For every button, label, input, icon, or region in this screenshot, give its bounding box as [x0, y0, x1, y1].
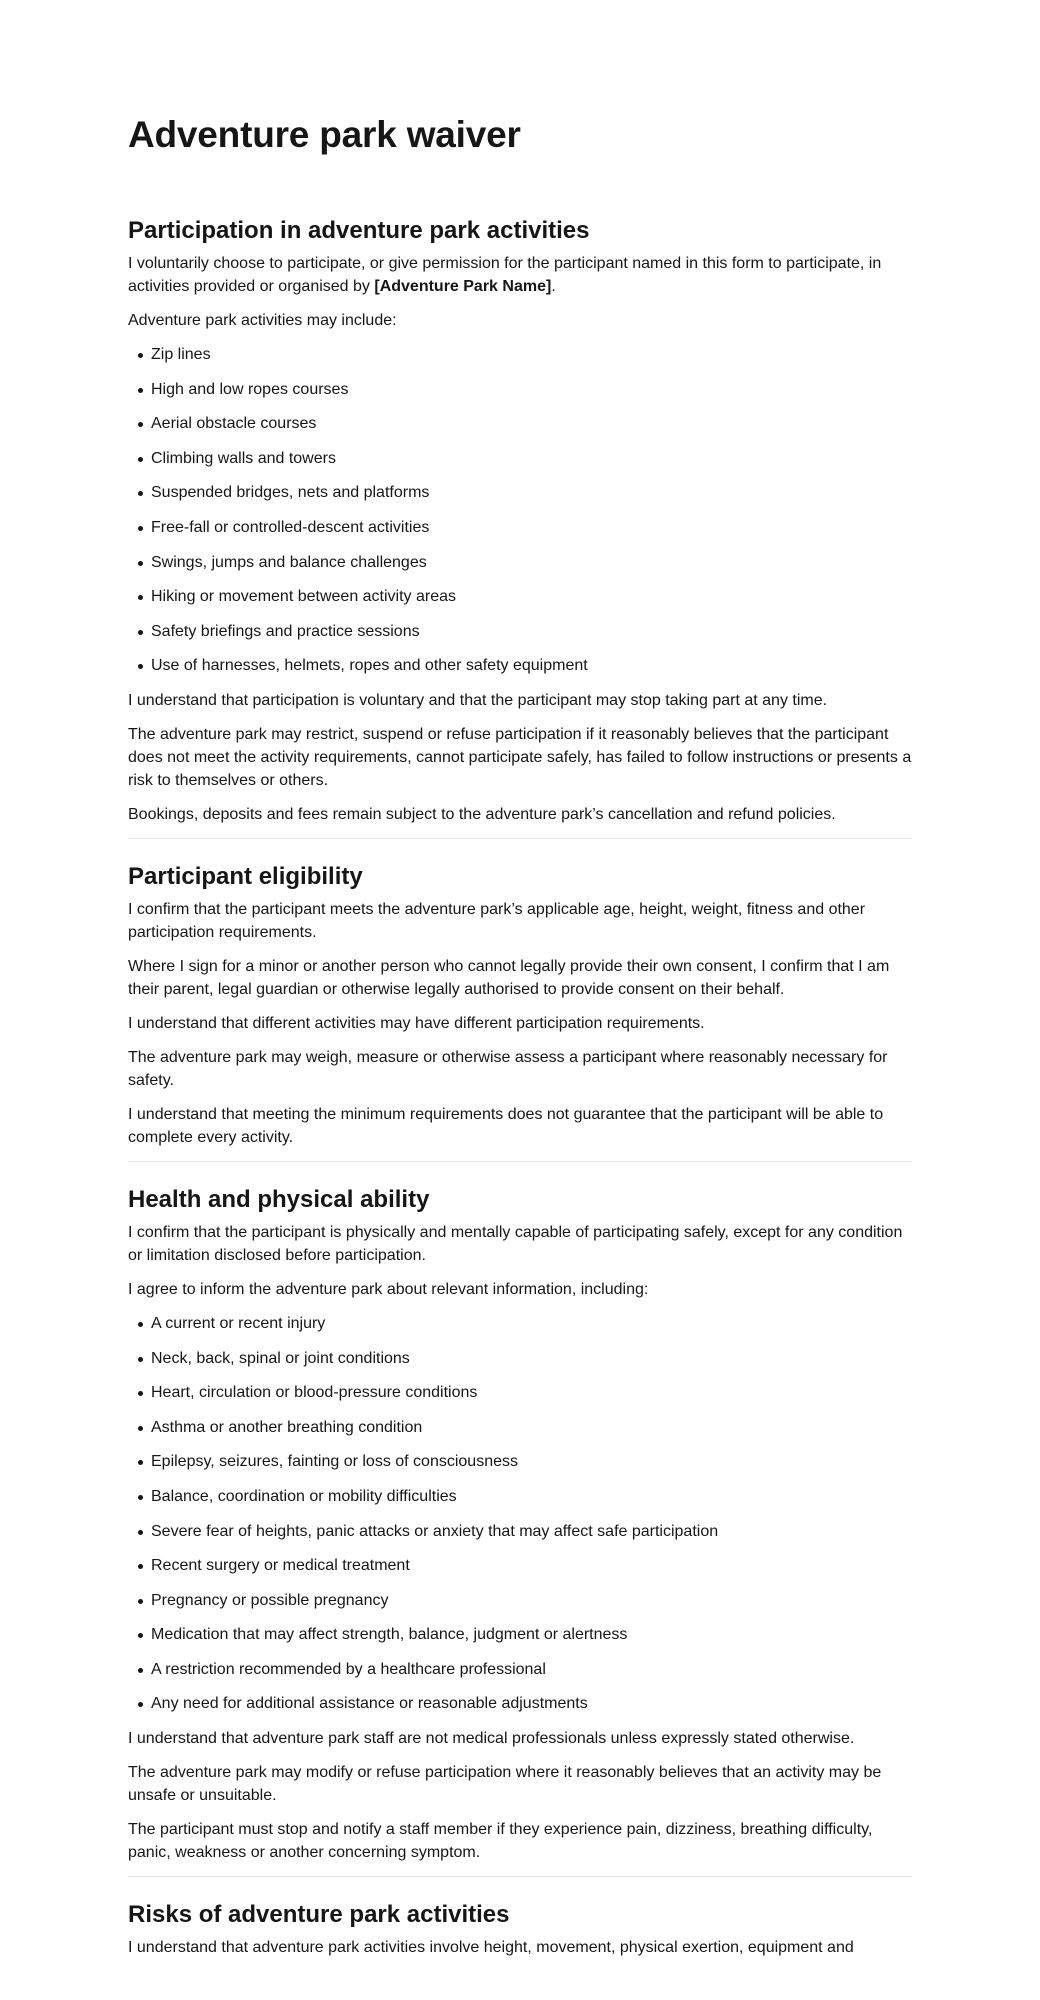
section-eligibility: [128, 862, 912, 1149]
section-paragraph: I understand that adventure park activities involve height, movement, physical exertion, equipment and: [128, 1939, 854, 1957]
list-item: Zip lines: [128, 343, 912, 366]
section-paragraph: I understand that adventure park staff are not medical professionals unless expressly stated otherwise.: [128, 1730, 855, 1748]
section-divider: [128, 838, 912, 839]
list-item: Recent surgery or medical treatment: [128, 1554, 912, 1577]
section-paragraph: I understand that different activities may have different participation requirements.: [128, 1014, 705, 1032]
section-divider: [128, 1161, 912, 1162]
list-intro: Adventure park activities may include:: [128, 312, 397, 329]
list-item: Pregnancy or possible pregnancy: [128, 1589, 912, 1612]
list-item: Heart, circulation or blood-pressure conditions: [128, 1381, 912, 1404]
list-item: Balance, coordination or mobility difficulties: [128, 1485, 912, 1508]
paragraph-text-end: .: [551, 278, 556, 295]
health-conditions-list: [128, 1312, 912, 1716]
list-item: Suspended bridges, nets and platforms: [128, 481, 912, 504]
section-divider: [128, 1876, 912, 1877]
section-paragraph: I confirm that the participant meets the adventure park’s applicable age, height, weight, fitness and other participation requirements.: [128, 900, 866, 941]
list-item: Asthma or another breathing condition: [128, 1416, 912, 1439]
list-item: Climbing walls and towers: [128, 447, 912, 470]
list-item: Severe fear of heights, panic attacks or anxiety that may affect safe participation: [128, 1520, 912, 1543]
list-item: Neck, back, spinal or joint conditions: [128, 1347, 912, 1370]
section-health: [128, 1185, 912, 1864]
section-paragraph: The adventure park may modify or refuse participation where it reasonably believes that an activity may be unsafe or unsuitable.: [128, 1764, 882, 1805]
list-item: Use of harnesses, helmets, ropes and other safety equipment: [128, 654, 912, 677]
list-item: A restriction recommended by a healthcare professional: [128, 1658, 912, 1681]
section-paragraph: Bookings, deposits and fees remain subject to the adventure park’s cancellation and refund policies.: [128, 805, 836, 823]
list-item: Swings, jumps and balance challenges: [128, 551, 912, 574]
list-item: Hiking or movement between activity areas: [128, 585, 912, 608]
list-item: High and low ropes courses: [128, 378, 912, 401]
activities-list: [128, 343, 912, 677]
list-intro: I agree to inform the adventure park about relevant information, including:: [128, 1280, 649, 1298]
waiver-document: [128, 0, 912, 1959]
section-paragraph: The adventure park may weigh, measure or otherwise assess a participant where reasonably necessary for safety.: [128, 1048, 888, 1089]
section-paragraph: The participant must stop and notify a staff member if they experience pain, dizziness, breathing difficulty, panic, weakness or another concerning symptom.: [128, 1821, 873, 1862]
list-item: Aerial obstacle courses: [128, 412, 912, 435]
section-heading: Health and physical ability: [128, 1185, 430, 1213]
section-paragraph: I understand that participation is voluntary and that the participant may stop taking part at any time.: [128, 691, 828, 709]
list-item: Safety briefings and practice sessions: [128, 620, 912, 643]
list-item: Any need for additional assistance or reasonable adjustments: [128, 1692, 912, 1715]
park-name-placeholder: [Adventure Park Name]: [374, 278, 552, 295]
section-heading: Risks of adventure park activities: [128, 1901, 510, 1929]
paragraph-text: I voluntarily choose to participate, or give permission for the participant named in this form to participate, in activities provided or organised by: [128, 255, 882, 295]
section-paragraph: Where I sign for a minor or another person who cannot legally provide their own consent, I confirm that I am their parent, legal guardian or otherwise legally authorised to provide consent on their behalf.: [128, 957, 890, 998]
section-participation: [128, 216, 912, 826]
section-heading: Participant eligibility: [128, 862, 363, 890]
section-paragraph: [128, 252, 912, 298]
list-item: Medication that may affect strength, balance, judgment or alertness: [128, 1623, 912, 1646]
section-paragraph: The adventure park may restrict, suspend or refuse participation if it reasonably believes that the participant does not meet the activity requirements, cannot participate safely, has failed to follow instructions or presents a risk to themselves or others.: [128, 725, 912, 789]
section-heading: Participation in adventure park activities: [128, 217, 590, 244]
section-risks: [128, 1900, 912, 1959]
page-title: Adventure park waiver: [128, 114, 521, 155]
section-paragraph: I confirm that the participant is physically and mentally capable of participating safely, except for any condition or limitation disclosed before participation.: [128, 1223, 903, 1264]
list-item: A current or recent injury: [128, 1312, 912, 1335]
section-paragraph: I understand that meeting the minimum requirements does not guarantee that the participant will be able to complete every activity.: [128, 1105, 884, 1146]
list-item: Epilepsy, seizures, fainting or loss of consciousness: [128, 1450, 912, 1473]
list-item: Free-fall or controlled-descent activities: [128, 516, 912, 539]
